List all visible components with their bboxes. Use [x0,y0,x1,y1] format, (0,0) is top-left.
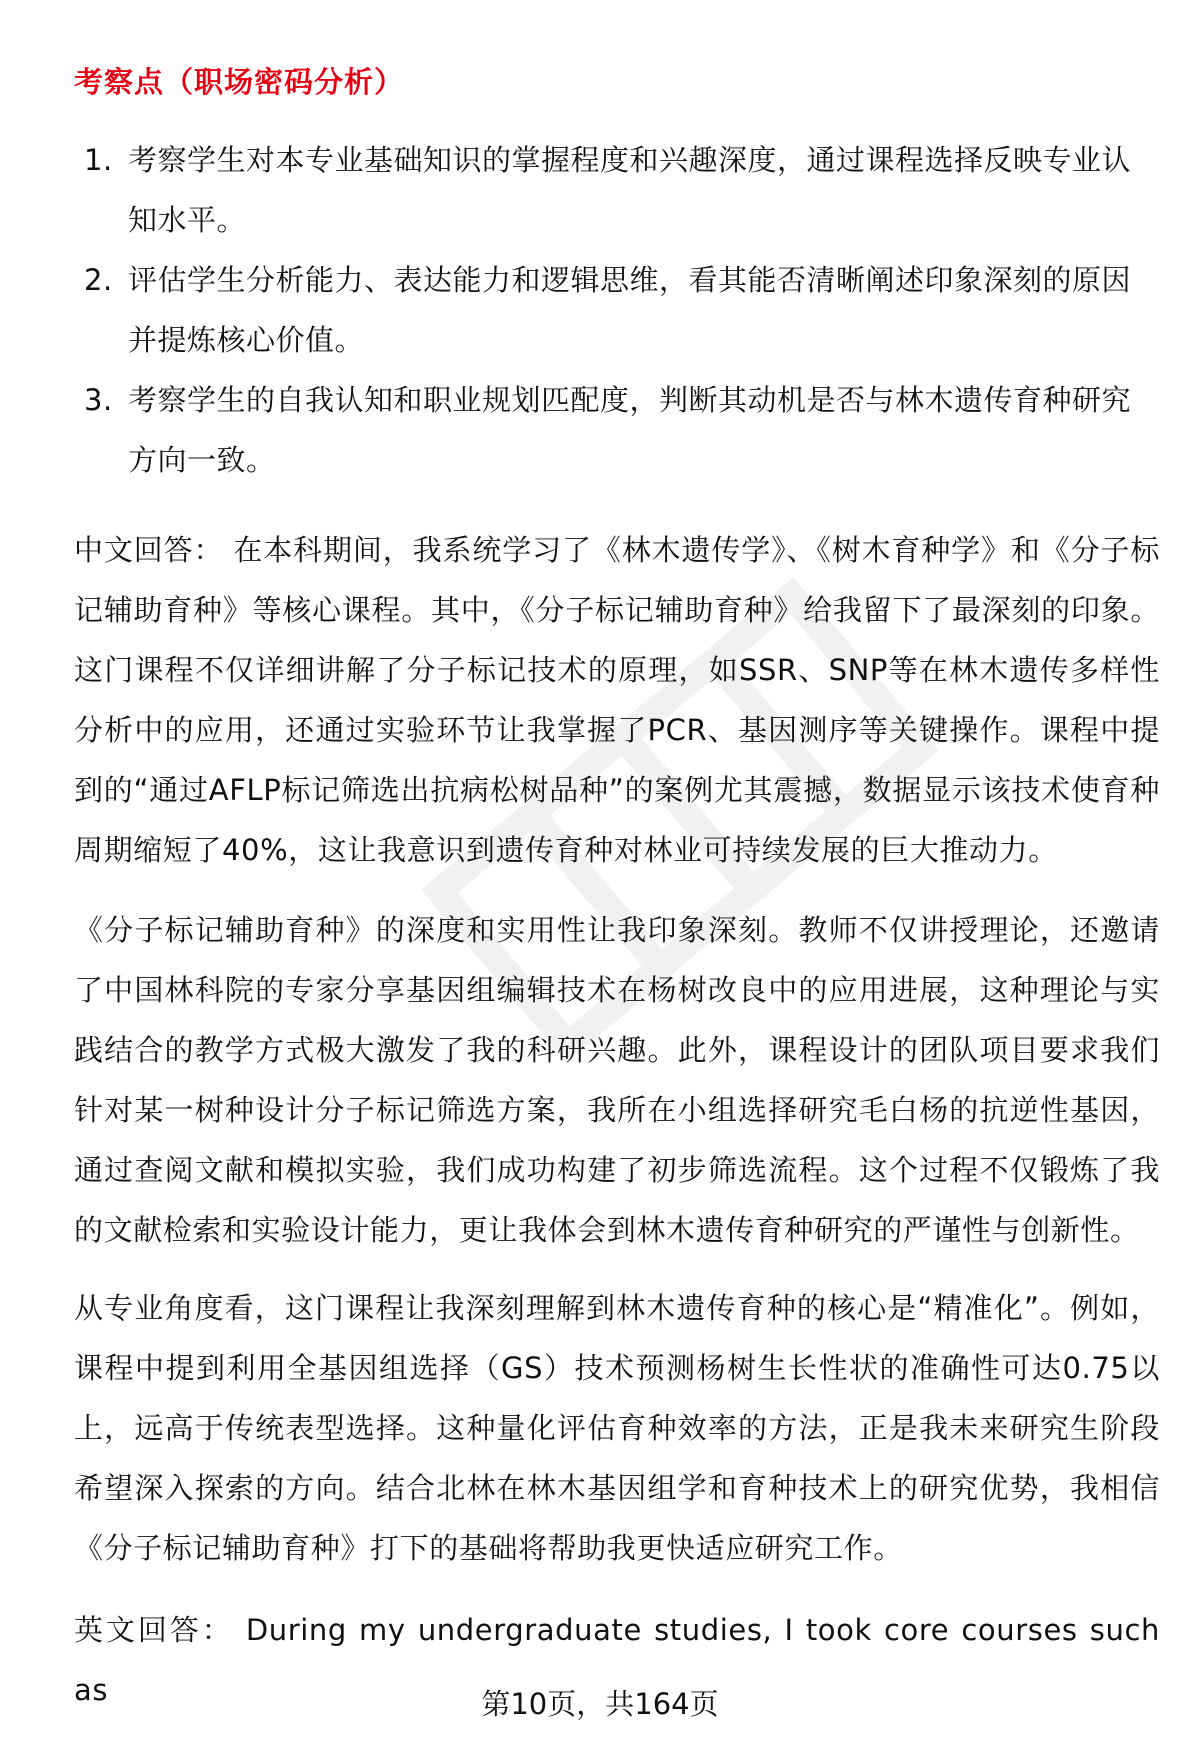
section-heading: 考察点（职场密码分析） [74,65,405,99]
list-item [74,370,1154,490]
assessment-points-list [74,130,1154,490]
list-number: 3. [84,383,113,417]
page-number-footer: 第10页，共164页 [481,1687,719,1721]
list-item-text: 考察学生的自我认知和职业规划匹配度，判断其动机是否与林木遗传育种研究方向一致。 [128,383,1132,477]
list-item-text: 考察学生对本专业基础知识的掌握程度和兴趣深度，通过课程选择反映专业认知水平。 [128,143,1132,237]
list-number: 2. [84,263,113,297]
list-item [74,250,1154,370]
list-item-text: 评估学生分析能力、表达能力和逻辑思维，看其能否清晰阐述印象深刻的原因并提炼核心价值。 [128,263,1132,357]
body-paragraph: 《分子标记辅助育种》的深度和实用性让我印象深刻。教师不仅讲授理论，还邀请了中国林科院的专家分享基因组编辑技术在杨树改良中的应用进展，这种理论与实践结合的教学方式极大激发了我的科研兴趣。此外，课程设计的团队项目要求我们针对某一树种设计分子标记筛选方案，我所在小组选择研究毛白杨的抗逆性基因，通过查阅文献和模拟实验，我们成功构建了初步筛选流程。这个过程不仅锻炼了我的文献检索和实验设计能力，更让我体会到林木遗传育种研究的严谨性与创新性。 [74,913,1160,1247]
body-paragraph: 从专业角度看，这门课程让我深刻理解到林木遗传育种的核心是“精准化”。例如，课程中提到利用全基因组选择（GS）技术预测杨树生长性状的准确性可达0.75以上，远高于传统表型选择。这种量化评估育种效率的方法，正是我未来研究生阶段希望深入探索的方向。结合北林在林木基因组学和育种技术上的研究优势，我相信《分子标记辅助育种》打下的基础将帮助我更快适应研究工作。 [74,1291,1160,1565]
list-number: 1. [84,143,113,177]
chinese-answer-paragraph: 中文回答： 在本科期间，我系统学习了《林木遗传学》、《树木育种学》和《分子标记辅助育种》等核心课程。其中，《分子标记辅助育种》给我留下了最深刻的印象。这门课程不仅详细讲解了分子标记技术的原理，如SSR、SNP等在林木遗传多样性分析中的应用，还通过实验环节让我掌握了PCR、基因测序等关键操作。课程中提到的“通过AFLP标记筛选出抗病松树品种”的案例尤其震撼，数据显示该技术使育种周期缩短了40%，这让我意识到遗传育种对林业可持续发展的巨大推动力。 [74,533,1160,867]
list-item [74,130,1154,250]
english-answer-paragraph: 英文回答： During my undergraduate studies, I took core courses such as [74,1613,1160,1707]
